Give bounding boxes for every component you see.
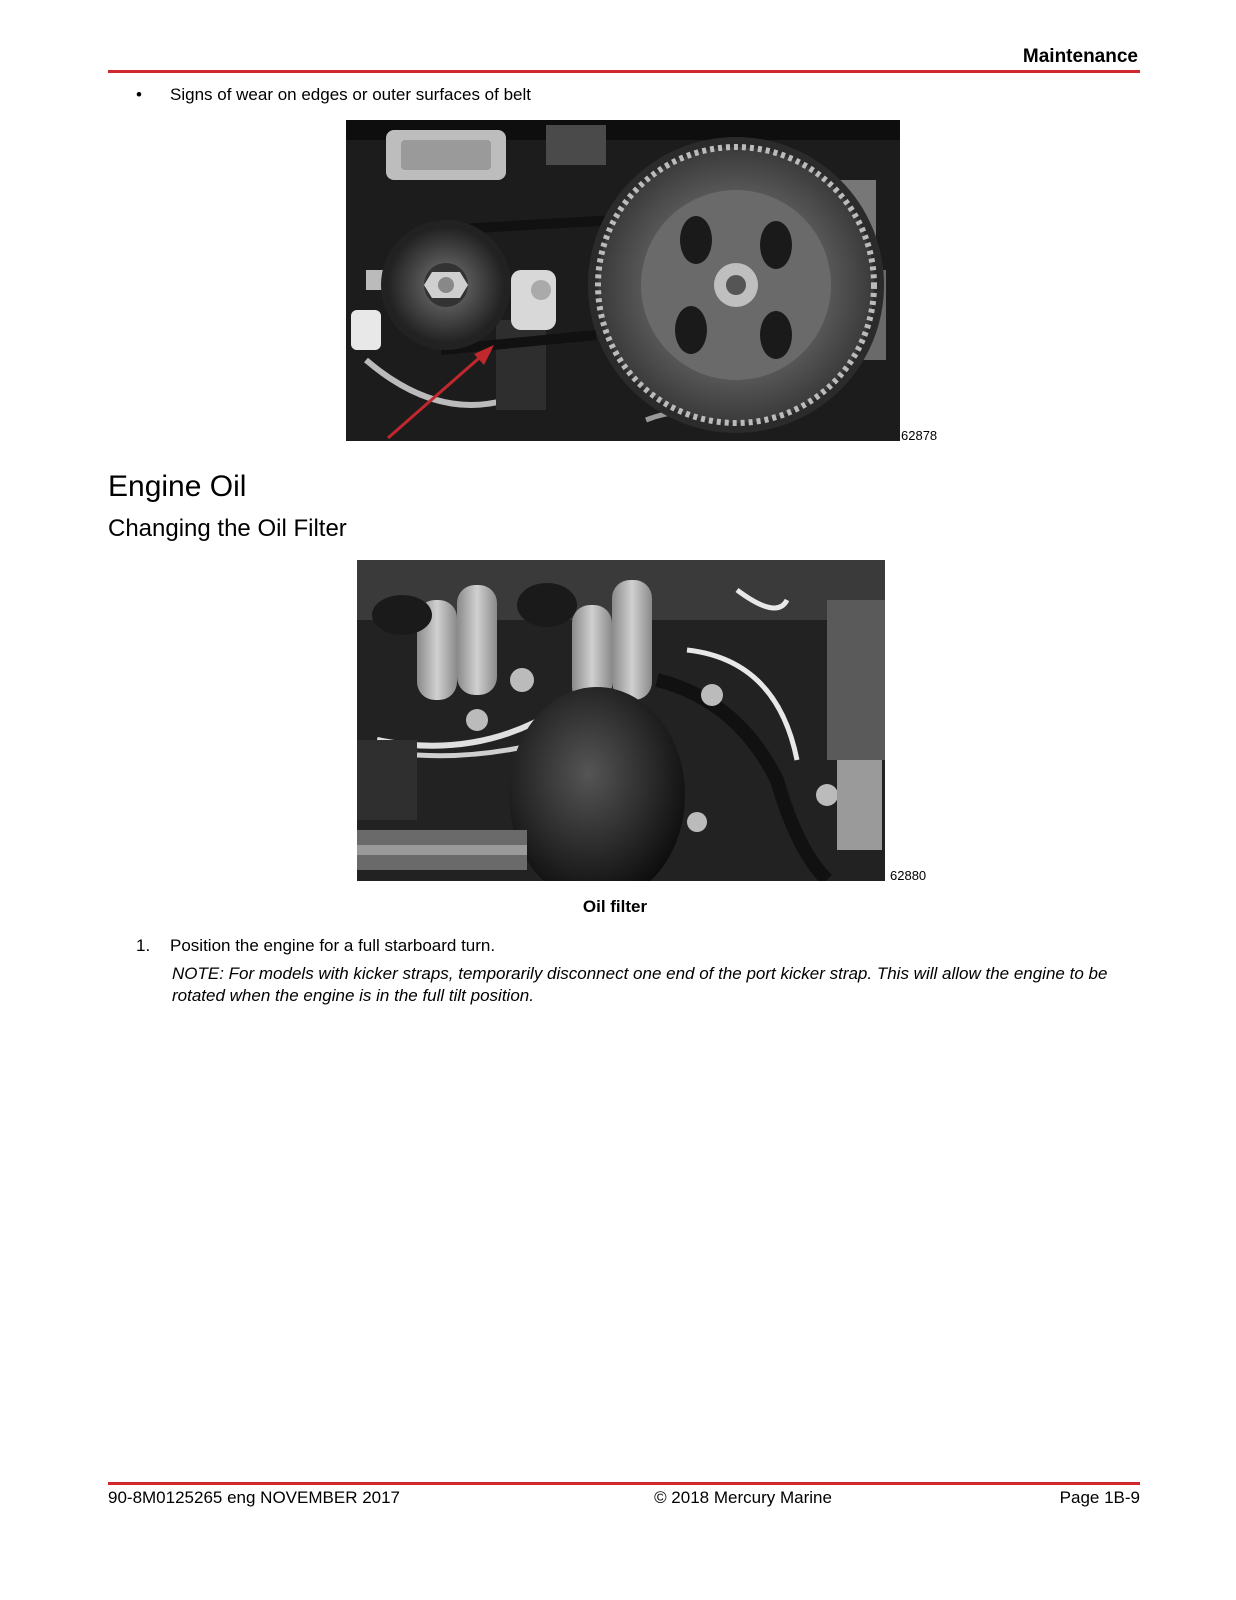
oil-filter-photo [357,560,885,881]
step-number: 1. [136,936,151,955]
footer-doc-number: 90-8M0125265 eng NOVEMBER 2017 [108,1488,401,1507]
figure-caption: Oil filter [582,897,648,916]
bullet-marker: • [136,85,142,104]
bullet-item [136,85,531,105]
section-title: Maintenance [1022,46,1138,67]
footer-copyright: © 2018 Mercury Marine [654,1488,832,1507]
engine-flywheel-belt-photo [346,120,900,441]
oil-filter-illustration [357,560,885,881]
bullet-text: Signs of wear on edges or outer surfaces of belt [170,85,531,104]
section-heading: Engine Oil [108,470,247,503]
note [172,963,1132,1007]
subsection-heading: Changing the Oil Filter [108,515,347,542]
step-item [136,936,495,956]
step-text: Position the engine for a full starboard turn. [170,936,496,955]
engine-photo-illustration [346,120,900,441]
footer-rule [108,1482,1140,1485]
footer-page-number: Page 1B-9 [1059,1488,1140,1507]
note-label: NOTE: [172,964,224,983]
figure-number: 62878 [901,428,938,443]
note-text: For models with kicker straps, temporarily disconnect one end of the port kicker strap. This will allow the engine to be rotated when the engine is in the full tilt position. [172,964,1108,1005]
header-rule [108,70,1140,73]
figure-number: 62880 [890,868,927,883]
